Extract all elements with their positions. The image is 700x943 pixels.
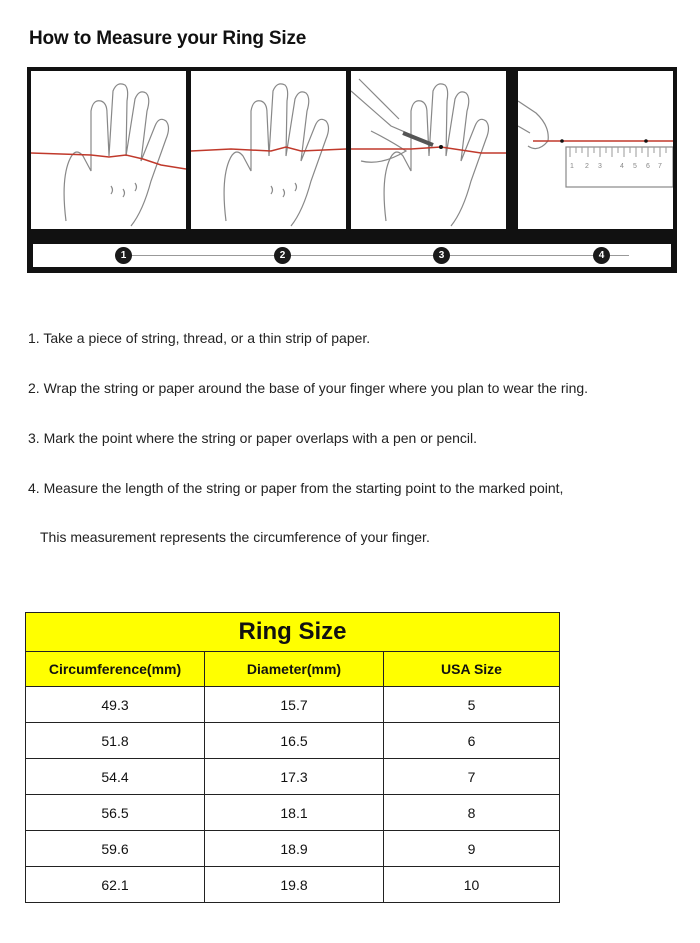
step-number-badge: 3 <box>433 247 450 264</box>
ruler-mark: 7 <box>658 163 662 170</box>
page-title: How to Measure your Ring Size <box>29 28 307 49</box>
instruction-note: This measurement represents the circumference of your finger. <box>40 529 430 545</box>
hand-icon <box>31 71 186 229</box>
measurement-illustration <box>27 67 677 273</box>
step-number-badge: 4 <box>593 247 610 264</box>
step-4-panel <box>518 71 673 229</box>
instruction-step-3: 3. Mark the point where the string or paper overlaps with a pen or pencil. <box>28 430 478 446</box>
ruler-mark: 3 <box>598 163 602 170</box>
instruction-step-2: 2. Wrap the string or paper around the base of your finger where you plan to wear the ring. <box>28 380 589 396</box>
step-connector-line <box>125 255 629 256</box>
column-header-circumference: Circumference(mm) <box>26 652 205 687</box>
usa-size-cell: 10 <box>384 867 560 903</box>
table-row <box>26 687 560 723</box>
diameter-cell: 19.8 <box>205 867 384 903</box>
circumference-cell: 56.5 <box>26 795 205 831</box>
step-3-panel <box>351 71 506 229</box>
ruler-icon <box>518 71 673 229</box>
circumference-cell: 59.6 <box>26 831 205 867</box>
circumference-cell: 49.3 <box>26 687 205 723</box>
ruler-mark: 1 <box>570 163 574 170</box>
table-row <box>26 795 560 831</box>
table-row <box>26 867 560 903</box>
usa-size-cell: 5 <box>384 687 560 723</box>
usa-size-cell: 6 <box>384 723 560 759</box>
ring-size-table <box>25 612 560 903</box>
hand-icon <box>191 71 346 229</box>
step-2-panel <box>191 71 346 229</box>
hand-with-pen-icon <box>351 71 506 229</box>
column-header-usa-size: USA Size <box>384 652 560 687</box>
diameter-cell: 17.3 <box>205 759 384 795</box>
instruction-step-1: 1. Take a piece of string, thread, or a thin strip of paper. <box>28 330 371 346</box>
diameter-cell: 18.9 <box>205 831 384 867</box>
circumference-cell: 54.4 <box>26 759 205 795</box>
ruler-mark: 5 <box>633 163 637 170</box>
table-row <box>26 831 560 867</box>
step-indicator-strip <box>33 244 671 267</box>
instruction-step-4: 4. Measure the length of the string or paper from the starting point to the marked point, <box>28 480 564 496</box>
table-row <box>26 759 560 795</box>
ruler-mark: 4 <box>620 163 624 170</box>
circumference-cell: 51.8 <box>26 723 205 759</box>
usa-size-cell: 9 <box>384 831 560 867</box>
diameter-cell: 18.1 <box>205 795 384 831</box>
circumference-cell: 62.1 <box>26 867 205 903</box>
diameter-cell: 15.7 <box>205 687 384 723</box>
step-1-panel <box>31 71 186 229</box>
usa-size-cell: 8 <box>384 795 560 831</box>
step-number-badge: 1 <box>115 247 132 264</box>
diameter-cell: 16.5 <box>205 723 384 759</box>
ruler-mark: 2 <box>585 163 589 170</box>
table-title: Ring Size <box>26 613 560 652</box>
step-number-badge: 2 <box>274 247 291 264</box>
usa-size-cell: 7 <box>384 759 560 795</box>
table-row <box>26 723 560 759</box>
ruler-mark: 6 <box>646 163 650 170</box>
column-header-diameter: Diameter(mm) <box>205 652 384 687</box>
